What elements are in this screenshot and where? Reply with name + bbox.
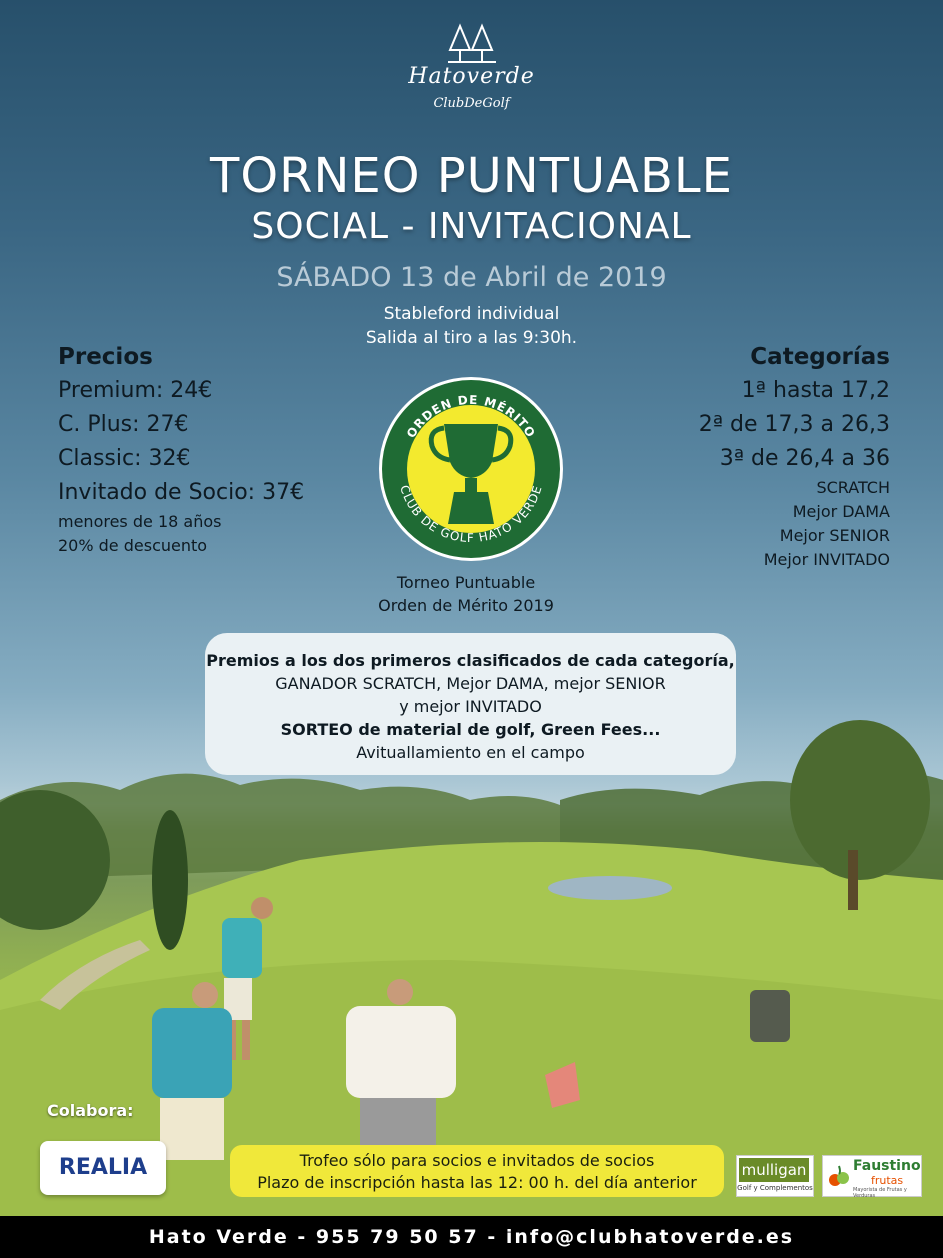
prizes-line: SORTEO de material de golf, Green Fees...: [280, 720, 661, 739]
category-item: 2ª de 17,3 a 26,3: [698, 412, 890, 437]
event-date: SÁBADO 13 de Abril de 2019: [276, 262, 667, 293]
hatoverde-tree-logo-icon: [446, 20, 498, 66]
contact-footer: Hato Verde - 955 79 50 57 - info@clubhatoverde.es: [0, 1216, 943, 1258]
medal-caption-line: Torneo Puntuable: [396, 573, 536, 592]
notice-box: [230, 1145, 724, 1197]
mulligan-tagline: Golf y Complementos: [737, 1184, 813, 1192]
price-item: Classic: 32€: [58, 446, 191, 471]
categories-section: [699, 344, 890, 572]
prizes-line: Avituallamiento en el campo: [356, 743, 585, 762]
faustino-sub: frutas: [871, 1174, 904, 1187]
prizes-box: [205, 633, 736, 775]
event-format: Stableford individual: [383, 304, 560, 324]
prizes-line: GANADOR SCRATCH, Mejor DAMA, mejor SENIOR: [275, 674, 666, 693]
prices-heading: Precios: [58, 344, 153, 370]
orden-de-merito-medal-icon: [376, 374, 566, 564]
price-item: C. Plus: 27€: [58, 412, 189, 437]
category-extra: Mejor DAMA: [792, 502, 890, 521]
medal-ring-text: CLUB DE GOLF HATO VERDE: [397, 483, 545, 546]
event-start-time: Salida al tiro a las 9:30h.: [365, 328, 578, 348]
categories-heading: Categorías: [750, 344, 890, 370]
category-extra: Mejor INVITADO: [763, 550, 890, 569]
prices-section: [58, 344, 304, 558]
mulligan-logo: [736, 1155, 814, 1197]
faustino-name: Faustino: [853, 1158, 921, 1174]
mulligan-name: mulligan: [739, 1158, 809, 1182]
page-subtitle: SOCIAL - INVITACIONAL: [251, 206, 692, 247]
page-title: TORNEO PUNTUABLE: [210, 148, 733, 204]
medal-caption: [343, 571, 589, 617]
category-item: 1ª hasta 17,2: [741, 378, 890, 403]
medal-caption-line: Orden de Mérito 2019: [378, 596, 554, 615]
notice-line: Trofeo sólo para socios e invitados de socios: [299, 1151, 655, 1170]
medal-top-text: ORDEN DE MÉRITO: [403, 392, 539, 441]
category-extra: SCRATCH: [816, 478, 890, 497]
price-note: menores de 18 años: [58, 512, 222, 531]
logo-name: Hatoverde: [408, 64, 535, 89]
realia-logo: REALIA: [40, 1141, 166, 1195]
faustino-logo: [822, 1155, 922, 1197]
price-item: Premium: 24€: [58, 378, 213, 403]
prizes-line: Premios a los dos primeros clasificados de cada categoría,: [206, 651, 735, 670]
prizes-line: y mejor INVITADO: [399, 697, 542, 716]
sponsors-label: Colabora:: [47, 1101, 134, 1120]
price-item: Invitado de Socio: 37€: [58, 480, 305, 505]
category-extra: Mejor SENIOR: [779, 526, 890, 545]
faustino-tagline: Mayorista de Frutas y Verduras: [853, 1187, 907, 1199]
price-note: 20% de descuento: [58, 536, 208, 555]
fruit-basket-icon: [827, 1162, 851, 1190]
notice-line: Plazo de inscripción hasta las 12: 00 h. del día anterior: [257, 1173, 697, 1192]
logo-subtitle: ClubDeGolf: [433, 96, 510, 111]
category-item: 3ª de 26,4 a 36: [719, 446, 890, 471]
